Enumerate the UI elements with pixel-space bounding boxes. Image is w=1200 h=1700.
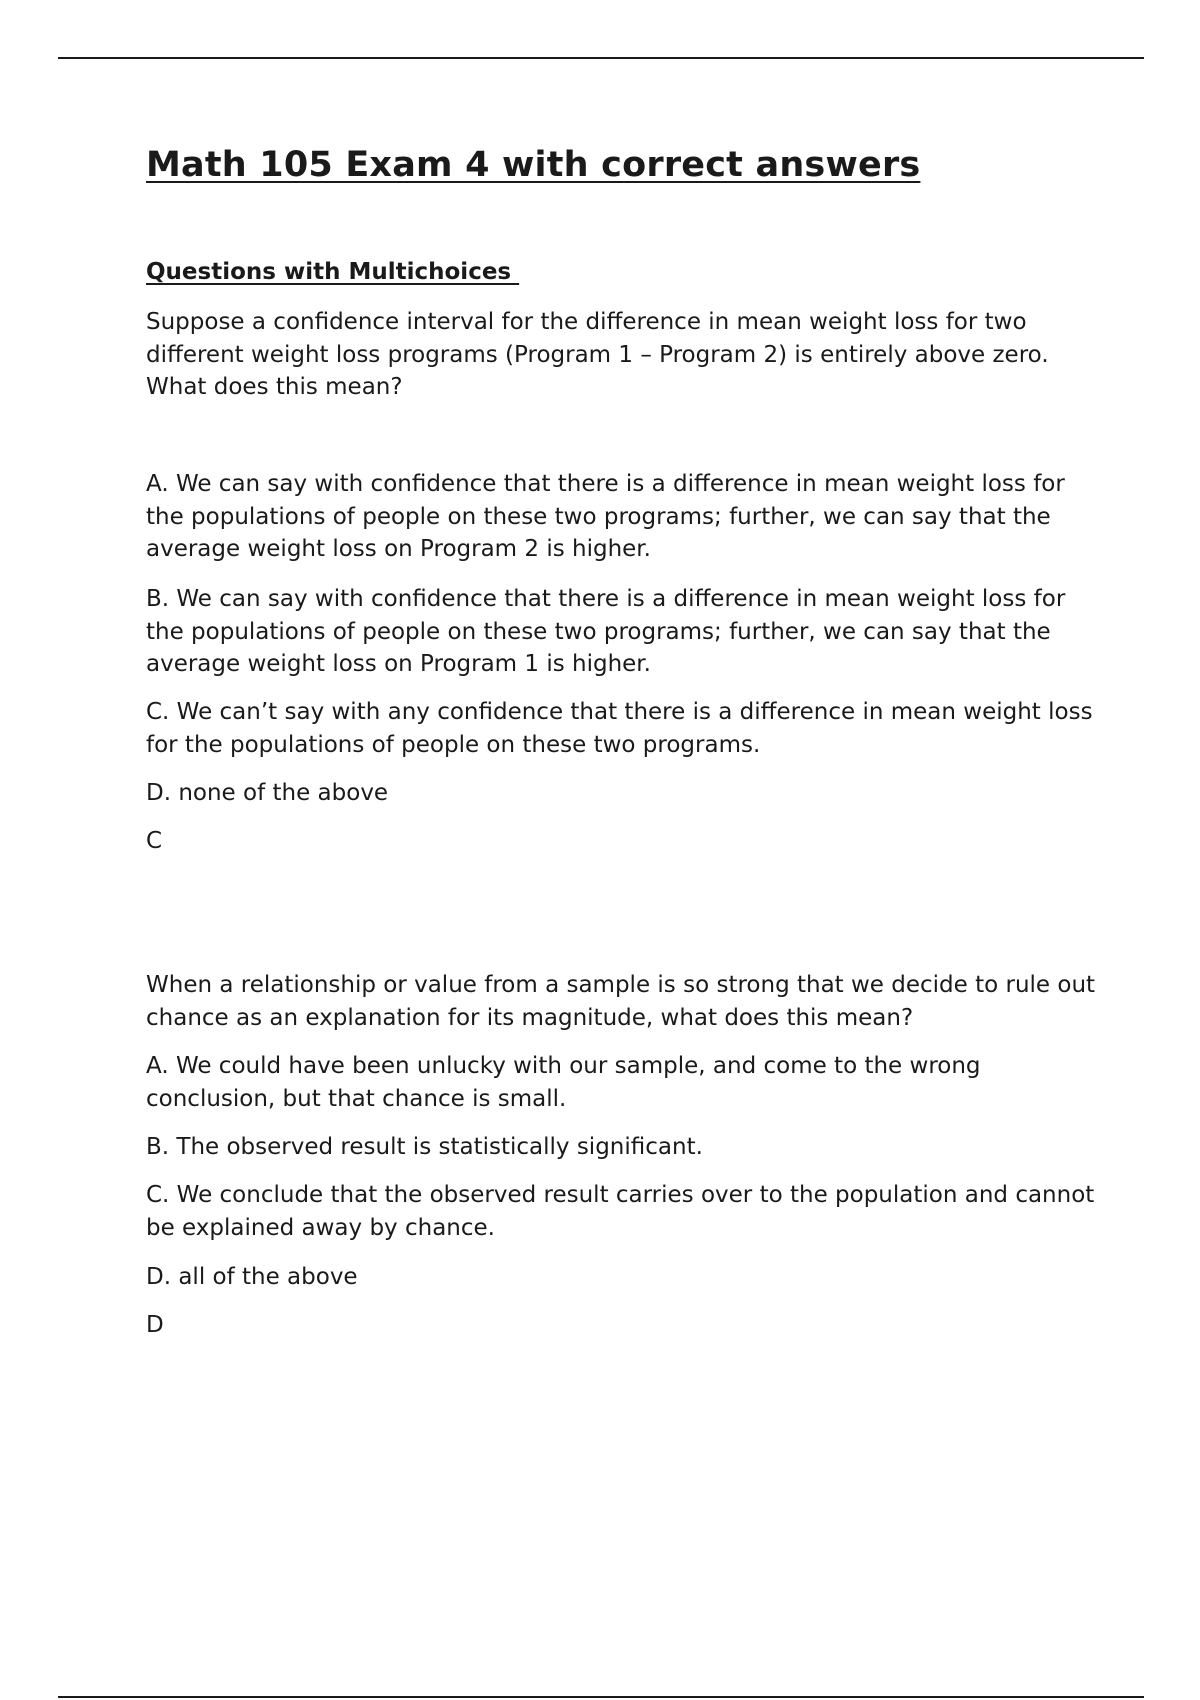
question-1-answer-text: C	[146, 828, 163, 854]
question-2	[146, 969, 1106, 1034]
question-1	[146, 306, 1106, 404]
question-2-prompt: When a relationship or value from a sample is so strong that we decide to rule out chance as an explanation for its magnitude, what does this mean?	[146, 972, 1096, 1031]
question-2-option-b	[146, 1131, 1106, 1164]
section-heading: Questions with Multichoices	[146, 259, 520, 285]
question-2-option-b-text: B. The observed result is statistically significant.	[146, 1134, 703, 1160]
question-1-option-a-text: A. We can say with confidence that there is a difference in mean weight loss for the populations of people on these two programs; further, we can say that the average weight loss on Program 2 is higher.	[146, 471, 1065, 562]
document-body	[146, 140, 1106, 1338]
question-1-option-d	[146, 777, 1106, 810]
question-2-answer	[146, 1309, 1106, 1342]
question-2-option-c	[146, 1179, 1106, 1244]
question-1-option-c	[146, 696, 1106, 761]
question-1-option-b-text: B. We can say with confidence that there is a difference in mean weight loss for the populations of people on these two programs; further, we can say that the average weight loss on Program 1 is higher.	[146, 586, 1066, 677]
question-1-option-c-text: C. We can’t say with any confidence that there is a difference in mean weight loss for the populations of people on these two programs.	[146, 699, 1093, 758]
question-1-option-a	[146, 468, 1106, 566]
question-2-option-c-text: C. We conclude that the observed result carries over to the population and cannot be explained away by chance.	[146, 1182, 1095, 1241]
bottom-rule	[58, 1696, 1144, 1698]
question-1-answer	[146, 825, 1106, 858]
question-1-option-d-text: D. none of the above	[146, 780, 389, 806]
question-2-option-a	[146, 1050, 1106, 1115]
question-1-option-b	[146, 583, 1106, 681]
question-1-prompt: Suppose a confidence interval for the difference in mean weight loss for two different weight loss programs (Program 1 – Program 2) is entirely above zero. What does this mean?	[146, 309, 1049, 400]
question-2-option-d-text: D. all of the above	[146, 1264, 358, 1290]
question-2-option-d	[146, 1261, 1106, 1294]
question-2-answer-text: D	[146, 1312, 164, 1338]
top-rule	[58, 57, 1144, 59]
document-title: Math 105 Exam 4 with correct answers	[146, 145, 921, 185]
question-2-option-a-text: A. We could have been unlucky with our sample, and come to the wrong conclusion, but that chance is small.	[146, 1053, 981, 1112]
